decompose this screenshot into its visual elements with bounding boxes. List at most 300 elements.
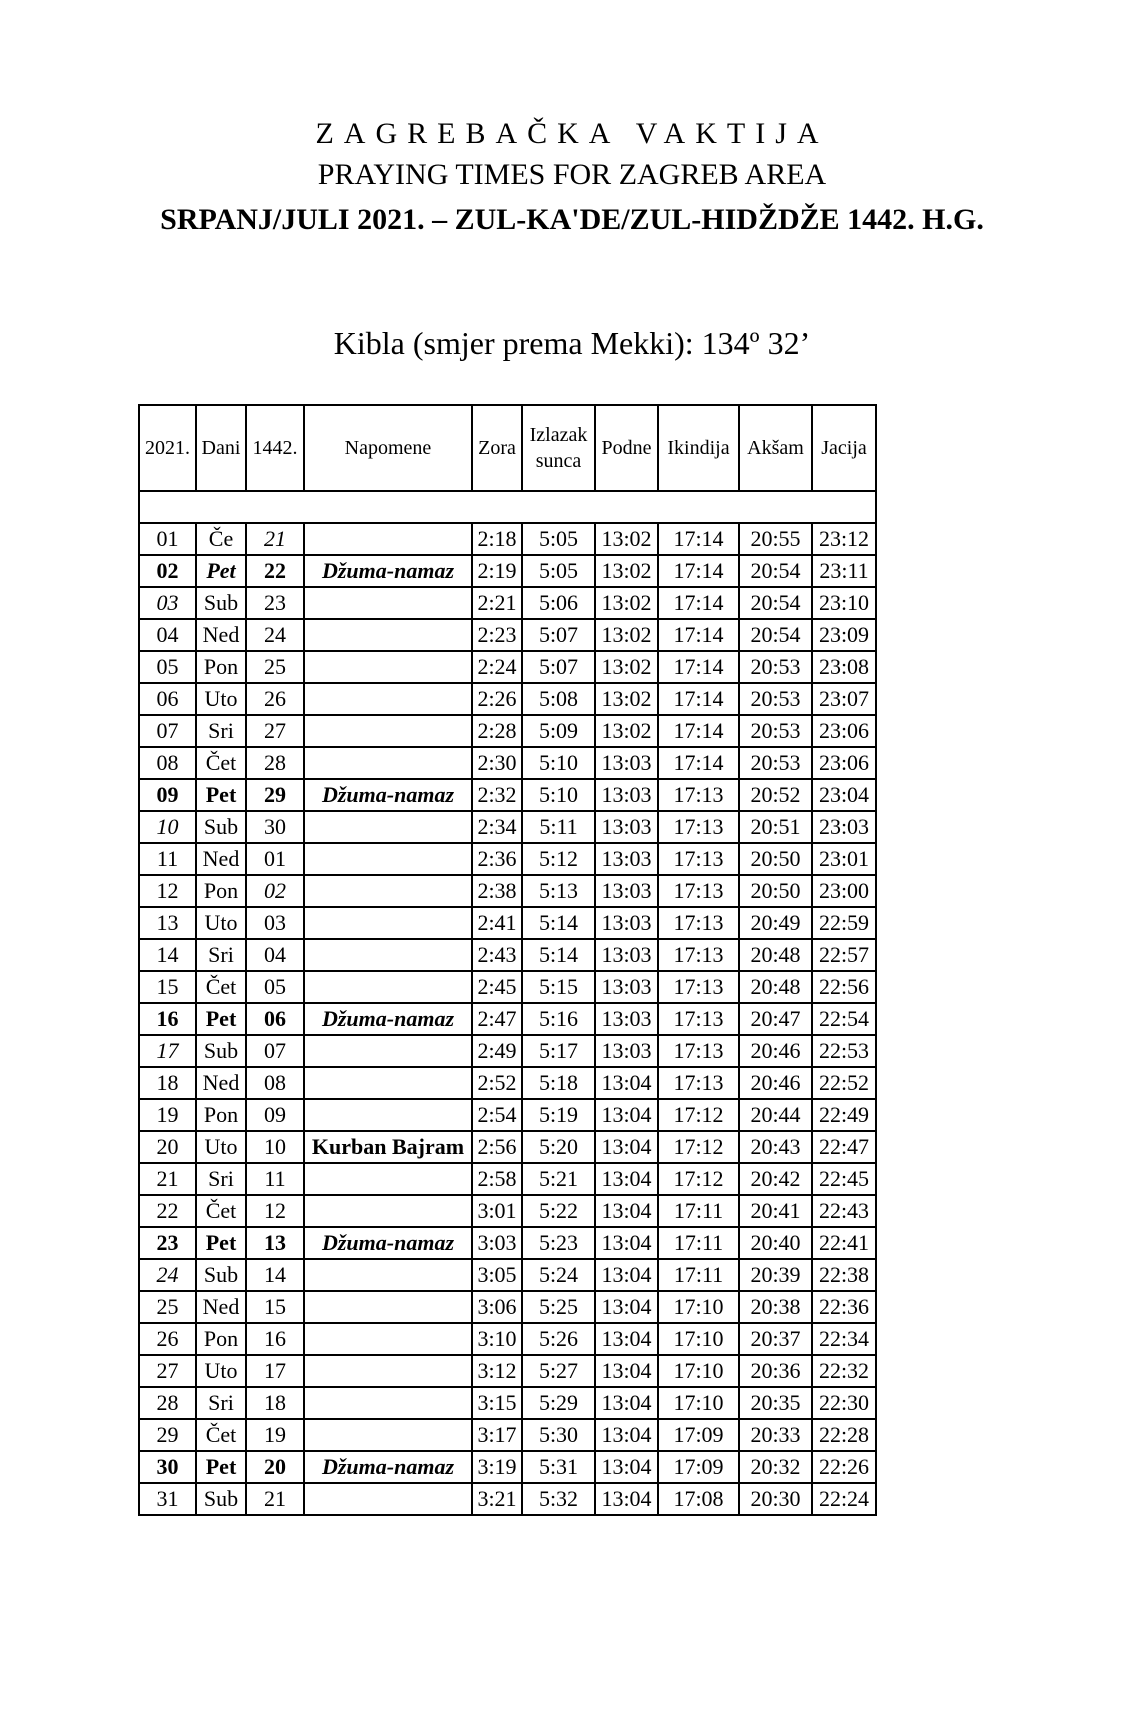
cell-ikindija: 17:13 <box>658 1003 739 1035</box>
cell-izlazak: 5:07 <box>522 619 595 651</box>
cell-zora: 2:18 <box>472 523 522 555</box>
cell-jacija: 22:43 <box>812 1195 876 1227</box>
cell-date-greg: 05 <box>139 651 196 683</box>
cell-note <box>304 1291 472 1323</box>
table-row <box>139 1259 876 1291</box>
cell-ikindija: 17:13 <box>658 1035 739 1067</box>
cell-zora: 3:12 <box>472 1355 522 1387</box>
cell-izlazak: 5:09 <box>522 715 595 747</box>
cell-date-greg: 03 <box>139 587 196 619</box>
cell-aksam: 20:51 <box>739 811 812 843</box>
cell-podne: 13:02 <box>595 619 658 651</box>
cell-note <box>304 1387 472 1419</box>
cell-izlazak: 5:11 <box>522 811 595 843</box>
cell-zora: 2:41 <box>472 907 522 939</box>
cell-aksam: 20:53 <box>739 651 812 683</box>
cell-date-hijri: 17 <box>246 1355 304 1387</box>
cell-jacija: 22:45 <box>812 1163 876 1195</box>
col-header-ikindija: Ikindija <box>658 405 739 491</box>
cell-date-hijri: 24 <box>246 619 304 651</box>
col-header-izlazak: Izlazak sunca <box>522 405 595 491</box>
cell-note <box>304 939 472 971</box>
table-row <box>139 1163 876 1195</box>
cell-aksam: 20:46 <box>739 1035 812 1067</box>
cell-date-greg: 19 <box>139 1099 196 1131</box>
cell-note: Džuma-namaz <box>304 1451 472 1483</box>
table-row <box>139 1227 876 1259</box>
cell-podne: 13:02 <box>595 715 658 747</box>
cell-aksam: 20:42 <box>739 1163 812 1195</box>
cell-date-greg: 16 <box>139 1003 196 1035</box>
cell-podne: 13:02 <box>595 651 658 683</box>
cell-aksam: 20:43 <box>739 1131 812 1163</box>
table-row <box>139 811 876 843</box>
cell-note: Džuma-namaz <box>304 1003 472 1035</box>
table-row <box>139 1035 876 1067</box>
col-header-2021: 2021. <box>139 405 196 491</box>
cell-izlazak: 5:13 <box>522 875 595 907</box>
cell-date-greg: 08 <box>139 747 196 779</box>
cell-zora: 3:21 <box>472 1483 522 1515</box>
cell-date-hijri: 27 <box>246 715 304 747</box>
cell-day-name: Sri <box>196 715 246 747</box>
cell-aksam: 20:49 <box>739 907 812 939</box>
cell-izlazak: 5:16 <box>522 1003 595 1035</box>
cell-date-hijri: 25 <box>246 651 304 683</box>
col-header-zora: Zora <box>472 405 522 491</box>
cell-day-name: Pon <box>196 1323 246 1355</box>
cell-zora: 2:30 <box>472 747 522 779</box>
cell-note <box>304 811 472 843</box>
cell-jacija: 23:00 <box>812 875 876 907</box>
cell-zora: 2:43 <box>472 939 522 971</box>
cell-podne: 13:04 <box>595 1131 658 1163</box>
cell-day-name: Sub <box>196 587 246 619</box>
cell-note <box>304 1195 472 1227</box>
cell-day-name: Pon <box>196 1099 246 1131</box>
cell-date-hijri: 05 <box>246 971 304 1003</box>
cell-note <box>304 651 472 683</box>
cell-ikindija: 17:11 <box>658 1227 739 1259</box>
cell-podne: 13:02 <box>595 523 658 555</box>
cell-note <box>304 747 472 779</box>
cell-day-name: Pet <box>196 779 246 811</box>
cell-ikindija: 17:14 <box>658 555 739 587</box>
cell-zora: 2:32 <box>472 779 522 811</box>
page-title: ZAGREBAČKA VAKTIJA <box>315 117 829 150</box>
cell-zora: 2:21 <box>472 587 522 619</box>
cell-aksam: 20:44 <box>739 1099 812 1131</box>
cell-day-name: Sri <box>196 1163 246 1195</box>
table-row <box>139 1003 876 1035</box>
cell-note: Džuma-namaz <box>304 1227 472 1259</box>
table-row <box>139 523 876 555</box>
cell-podne: 13:04 <box>595 1259 658 1291</box>
cell-note <box>304 619 472 651</box>
cell-day-name: Sub <box>196 1259 246 1291</box>
cell-day-name: Ned <box>196 619 246 651</box>
cell-date-hijri: 20 <box>246 1451 304 1483</box>
cell-note <box>304 1163 472 1195</box>
cell-jacija: 22:56 <box>812 971 876 1003</box>
col-header-jacija: Jacija <box>812 405 876 491</box>
cell-aksam: 20:50 <box>739 875 812 907</box>
cell-izlazak: 5:12 <box>522 843 595 875</box>
cell-date-hijri: 13 <box>246 1227 304 1259</box>
cell-zora: 2:56 <box>472 1131 522 1163</box>
cell-izlazak: 5:17 <box>522 1035 595 1067</box>
cell-day-name: Sri <box>196 939 246 971</box>
cell-date-greg: 10 <box>139 811 196 843</box>
cell-ikindija: 17:10 <box>658 1387 739 1419</box>
cell-podne: 13:03 <box>595 875 658 907</box>
cell-date-greg: 17 <box>139 1035 196 1067</box>
cell-note <box>304 715 472 747</box>
cell-podne: 13:03 <box>595 843 658 875</box>
cell-date-greg: 18 <box>139 1067 196 1099</box>
cell-podne: 13:02 <box>595 555 658 587</box>
cell-zora: 2:38 <box>472 875 522 907</box>
cell-ikindija: 17:13 <box>658 939 739 971</box>
cell-date-greg: 23 <box>139 1227 196 1259</box>
cell-ikindija: 17:12 <box>658 1131 739 1163</box>
cell-izlazak: 5:22 <box>522 1195 595 1227</box>
cell-jacija: 23:11 <box>812 555 876 587</box>
cell-note <box>304 875 472 907</box>
cell-date-hijri: 02 <box>246 875 304 907</box>
cell-zora: 2:52 <box>472 1067 522 1099</box>
cell-ikindija: 17:13 <box>658 1067 739 1099</box>
cell-ikindija: 17:08 <box>658 1483 739 1515</box>
cell-aksam: 20:54 <box>739 587 812 619</box>
cell-date-hijri: 29 <box>246 779 304 811</box>
cell-date-greg: 01 <box>139 523 196 555</box>
cell-date-hijri: 04 <box>246 939 304 971</box>
cell-day-name: Uto <box>196 907 246 939</box>
col-header-podne: Podne <box>595 405 658 491</box>
table-row <box>139 715 876 747</box>
cell-note: Kurban Bajram <box>304 1131 472 1163</box>
cell-jacija: 22:41 <box>812 1227 876 1259</box>
table-row <box>139 1099 876 1131</box>
cell-ikindija: 17:13 <box>658 779 739 811</box>
cell-date-hijri: 14 <box>246 1259 304 1291</box>
cell-note <box>304 1259 472 1291</box>
cell-date-greg: 04 <box>139 619 196 651</box>
cell-izlazak: 5:21 <box>522 1163 595 1195</box>
cell-jacija: 23:10 <box>812 587 876 619</box>
cell-izlazak: 5:14 <box>522 907 595 939</box>
cell-zora: 2:58 <box>472 1163 522 1195</box>
table-row <box>139 683 876 715</box>
cell-zora: 3:06 <box>472 1291 522 1323</box>
cell-note <box>304 1419 472 1451</box>
cell-podne: 13:04 <box>595 1387 658 1419</box>
cell-day-name: Ned <box>196 843 246 875</box>
kibla-direction: Kibla (smjer prema Mekki): 134º 32’ <box>333 325 811 361</box>
cell-izlazak: 5:27 <box>522 1355 595 1387</box>
cell-day-name: Pet <box>196 1003 246 1035</box>
cell-date-greg: 14 <box>139 939 196 971</box>
cell-aksam: 20:40 <box>739 1227 812 1259</box>
cell-zora: 2:26 <box>472 683 522 715</box>
cell-ikindija: 17:12 <box>658 1163 739 1195</box>
cell-date-greg: 30 <box>139 1451 196 1483</box>
cell-jacija: 22:53 <box>812 1035 876 1067</box>
cell-izlazak: 5:26 <box>522 1323 595 1355</box>
cell-izlazak: 5:20 <box>522 1131 595 1163</box>
cell-izlazak: 5:18 <box>522 1067 595 1099</box>
cell-ikindija: 17:14 <box>658 523 739 555</box>
cell-podne: 13:02 <box>595 683 658 715</box>
cell-jacija: 22:26 <box>812 1451 876 1483</box>
cell-ikindija: 17:13 <box>658 971 739 1003</box>
cell-date-hijri: 26 <box>246 683 304 715</box>
cell-izlazak: 5:19 <box>522 1099 595 1131</box>
cell-date-greg: 22 <box>139 1195 196 1227</box>
cell-date-greg: 25 <box>139 1291 196 1323</box>
cell-izlazak: 5:30 <box>522 1419 595 1451</box>
cell-day-name: Če <box>196 523 246 555</box>
table-row <box>139 1355 876 1387</box>
cell-jacija: 22:32 <box>812 1355 876 1387</box>
cell-izlazak: 5:05 <box>522 523 595 555</box>
cell-ikindija: 17:10 <box>658 1323 739 1355</box>
cell-date-greg: 12 <box>139 875 196 907</box>
cell-zora: 2:45 <box>472 971 522 1003</box>
cell-day-name: Uto <box>196 1131 246 1163</box>
cell-jacija: 23:12 <box>812 523 876 555</box>
cell-aksam: 20:48 <box>739 939 812 971</box>
cell-zora: 3:03 <box>472 1227 522 1259</box>
cell-jacija: 22:47 <box>812 1131 876 1163</box>
cell-zora: 2:28 <box>472 715 522 747</box>
cell-podne: 13:04 <box>595 1419 658 1451</box>
table-row <box>139 555 876 587</box>
cell-aksam: 20:38 <box>739 1291 812 1323</box>
cell-day-name: Čet <box>196 1195 246 1227</box>
cell-ikindija: 17:10 <box>658 1291 739 1323</box>
table-row <box>139 1451 876 1483</box>
cell-day-name: Čet <box>196 747 246 779</box>
cell-aksam: 20:52 <box>739 779 812 811</box>
cell-jacija: 22:34 <box>812 1323 876 1355</box>
cell-podne: 13:04 <box>595 1195 658 1227</box>
cell-ikindija: 17:13 <box>658 811 739 843</box>
cell-jacija: 23:08 <box>812 651 876 683</box>
cell-aksam: 20:37 <box>739 1323 812 1355</box>
table-row <box>139 1291 876 1323</box>
cell-zora: 3:01 <box>472 1195 522 1227</box>
cell-ikindija: 17:13 <box>658 907 739 939</box>
cell-aksam: 20:53 <box>739 747 812 779</box>
table-row <box>139 747 876 779</box>
cell-note <box>304 1067 472 1099</box>
cell-jacija: 22:59 <box>812 907 876 939</box>
table-row <box>139 1483 876 1515</box>
cell-podne: 13:03 <box>595 1035 658 1067</box>
cell-podne: 13:04 <box>595 1483 658 1515</box>
cell-jacija: 22:57 <box>812 939 876 971</box>
period-heading: SRPANJ/JULI 2021. – ZUL-KA'DE/ZUL-HIDŽDŽE 1442. H.G. <box>160 203 984 236</box>
col-header-1442: 1442. <box>246 405 304 491</box>
cell-izlazak: 5:10 <box>522 779 595 811</box>
cell-izlazak: 5:24 <box>522 1259 595 1291</box>
cell-date-hijri: 09 <box>246 1099 304 1131</box>
col-header-napomene: Napomene <box>304 405 472 491</box>
cell-note <box>304 1323 472 1355</box>
cell-zora: 2:36 <box>472 843 522 875</box>
cell-ikindija: 17:09 <box>658 1419 739 1451</box>
cell-podne: 13:03 <box>595 1003 658 1035</box>
cell-jacija: 22:30 <box>812 1387 876 1419</box>
cell-ikindija: 17:14 <box>658 587 739 619</box>
table-header-row <box>139 405 876 491</box>
cell-date-greg: 21 <box>139 1163 196 1195</box>
table-row <box>139 1131 876 1163</box>
cell-note <box>304 843 472 875</box>
cell-jacija: 23:06 <box>812 715 876 747</box>
cell-date-greg: 27 <box>139 1355 196 1387</box>
cell-date-hijri: 28 <box>246 747 304 779</box>
cell-aksam: 20:35 <box>739 1387 812 1419</box>
cell-date-greg: 28 <box>139 1387 196 1419</box>
cell-date-hijri: 23 <box>246 587 304 619</box>
cell-aksam: 20:46 <box>739 1067 812 1099</box>
cell-date-hijri: 21 <box>246 1483 304 1515</box>
cell-podne: 13:04 <box>595 1163 658 1195</box>
cell-date-hijri: 06 <box>246 1003 304 1035</box>
cell-zora: 2:23 <box>472 619 522 651</box>
cell-ikindija: 17:14 <box>658 619 739 651</box>
cell-day-name: Pet <box>196 1451 246 1483</box>
cell-date-hijri: 18 <box>246 1387 304 1419</box>
table-row <box>139 651 876 683</box>
cell-podne: 13:04 <box>595 1323 658 1355</box>
table-row <box>139 907 876 939</box>
cell-day-name: Uto <box>196 683 246 715</box>
cell-podne: 13:04 <box>595 1291 658 1323</box>
cell-aksam: 20:53 <box>739 683 812 715</box>
table-row <box>139 971 876 1003</box>
cell-zora: 3:10 <box>472 1323 522 1355</box>
table-row <box>139 875 876 907</box>
cell-date-greg: 02 <box>139 555 196 587</box>
cell-date-hijri: 19 <box>246 1419 304 1451</box>
cell-date-hijri: 16 <box>246 1323 304 1355</box>
cell-zora: 2:54 <box>472 1099 522 1131</box>
cell-date-greg: 24 <box>139 1259 196 1291</box>
cell-date-hijri: 22 <box>246 555 304 587</box>
cell-note: Džuma-namaz <box>304 779 472 811</box>
cell-day-name: Pon <box>196 651 246 683</box>
cell-jacija: 23:04 <box>812 779 876 811</box>
cell-zora: 2:49 <box>472 1035 522 1067</box>
cell-zora: 2:19 <box>472 555 522 587</box>
cell-aksam: 20:47 <box>739 1003 812 1035</box>
cell-jacija: 22:54 <box>812 1003 876 1035</box>
cell-ikindija: 17:13 <box>658 875 739 907</box>
cell-date-greg: 07 <box>139 715 196 747</box>
cell-note <box>304 971 472 1003</box>
col-header-aksam: Akšam <box>739 405 812 491</box>
cell-day-name: Pet <box>196 555 246 587</box>
cell-ikindija: 17:14 <box>658 651 739 683</box>
cell-podne: 13:04 <box>595 1099 658 1131</box>
cell-ikindija: 17:14 <box>658 715 739 747</box>
cell-zora: 3:15 <box>472 1387 522 1419</box>
cell-note: Džuma-namaz <box>304 555 472 587</box>
cell-izlazak: 5:31 <box>522 1451 595 1483</box>
page-subtitle: PRAYING TIMES FOR ZAGREB AREA <box>317 158 827 191</box>
table-row <box>139 779 876 811</box>
cell-podne: 13:04 <box>595 1355 658 1387</box>
cell-ikindija: 17:11 <box>658 1195 739 1227</box>
cell-podne: 13:03 <box>595 907 658 939</box>
cell-note <box>304 1355 472 1387</box>
cell-note <box>304 907 472 939</box>
cell-aksam: 20:50 <box>739 843 812 875</box>
cell-date-hijri: 11 <box>246 1163 304 1195</box>
table-row <box>139 1387 876 1419</box>
cell-zora: 3:17 <box>472 1419 522 1451</box>
table-row <box>139 1323 876 1355</box>
cell-date-hijri: 07 <box>246 1035 304 1067</box>
cell-izlazak: 5:06 <box>522 587 595 619</box>
cell-date-greg: 26 <box>139 1323 196 1355</box>
cell-date-hijri: 01 <box>246 843 304 875</box>
cell-izlazak: 5:14 <box>522 939 595 971</box>
cell-note <box>304 587 472 619</box>
cell-podne: 13:04 <box>595 1067 658 1099</box>
cell-jacija: 22:38 <box>812 1259 876 1291</box>
table-row <box>139 1419 876 1451</box>
cell-aksam: 20:33 <box>739 1419 812 1451</box>
cell-ikindija: 17:14 <box>658 747 739 779</box>
spacer-row <box>139 491 876 523</box>
cell-aksam: 20:53 <box>739 715 812 747</box>
cell-podne: 13:04 <box>595 1227 658 1259</box>
cell-note <box>304 1483 472 1515</box>
cell-ikindija: 17:13 <box>658 843 739 875</box>
cell-podne: 13:02 <box>595 587 658 619</box>
cell-day-name: Sub <box>196 1035 246 1067</box>
cell-ikindija: 17:10 <box>658 1355 739 1387</box>
cell-date-hijri: 21 <box>246 523 304 555</box>
table-row <box>139 939 876 971</box>
cell-jacija: 23:09 <box>812 619 876 651</box>
cell-zora: 3:19 <box>472 1451 522 1483</box>
col-header-dani: Dani <box>196 405 246 491</box>
cell-aksam: 20:54 <box>739 619 812 651</box>
cell-day-name: Ned <box>196 1067 246 1099</box>
cell-date-hijri: 15 <box>246 1291 304 1323</box>
table-row <box>139 619 876 651</box>
cell-izlazak: 5:05 <box>522 555 595 587</box>
cell-note <box>304 1099 472 1131</box>
cell-ikindija: 17:14 <box>658 683 739 715</box>
cell-jacija: 22:52 <box>812 1067 876 1099</box>
cell-izlazak: 5:07 <box>522 651 595 683</box>
cell-date-greg: 15 <box>139 971 196 1003</box>
cell-date-hijri: 03 <box>246 907 304 939</box>
cell-day-name: Pon <box>196 875 246 907</box>
cell-jacija: 22:28 <box>812 1419 876 1451</box>
table-row <box>139 1195 876 1227</box>
cell-note <box>304 523 472 555</box>
cell-izlazak: 5:15 <box>522 971 595 1003</box>
cell-jacija: 22:24 <box>812 1483 876 1515</box>
